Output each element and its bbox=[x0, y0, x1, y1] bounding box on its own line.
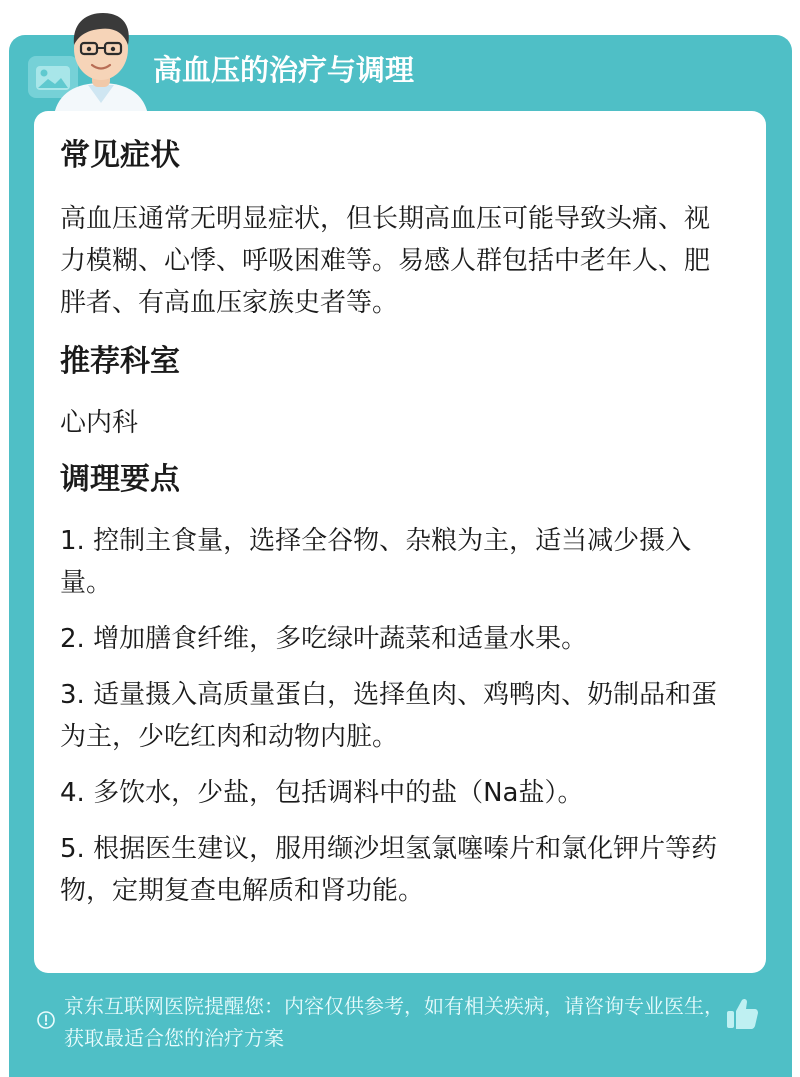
symptoms-text: 高血压通常无明显症状，但长期高血压可能导致头痛、视力模糊、心悸、呼吸困难等。易感人群包括中老年人、肥胖者、有高血压家族史者等。 bbox=[60, 204, 711, 318]
info-icon bbox=[36, 1010, 56, 1030]
care-point-1: 1. 控制主食量，选择全谷物、杂粮为主，适当减少摄入量。 bbox=[60, 526, 692, 598]
content-body bbox=[60, 130, 730, 912]
footer-text: 京东互联网医院提醒您：内容仅供参考，如有相关疾病，请咨询专业医生，获取最适合您的治疗方案 bbox=[64, 994, 724, 1050]
thumbs-up-icon[interactable] bbox=[724, 996, 760, 1032]
care-point-3: 3. 适量摄入高质量蛋白，选择鱼肉、鸡鸭肉、奶制品和蛋为主，少吃红肉和动物内脏。 bbox=[60, 680, 718, 752]
section-care-points bbox=[60, 460, 730, 912]
department-text: 心内科 bbox=[60, 408, 139, 438]
section-symptoms bbox=[60, 136, 730, 324]
care-point-4: 4. 多饮水，少盐，包括调料中的盐（Na盐）。 bbox=[60, 778, 584, 808]
care-point-2: 2. 增加膳食纤维，多吃绿叶蔬菜和适量水果。 bbox=[60, 624, 588, 654]
care-point-5: 5. 根据医生建议，服用缬沙坦氢氯噻嗪片和氯化钾片等药物，定期复查电解质和肾功能。 bbox=[60, 834, 718, 906]
section-title-symptoms: 常见症状 bbox=[60, 138, 180, 173]
footer-notice bbox=[36, 990, 796, 1060]
section-department bbox=[60, 342, 730, 444]
page-title: 高血压的治疗与调理 bbox=[153, 53, 415, 87]
section-title-department: 推荐科室 bbox=[60, 344, 180, 379]
section-title-care-points: 调理要点 bbox=[60, 462, 180, 497]
doctor-avatar bbox=[48, 5, 154, 115]
